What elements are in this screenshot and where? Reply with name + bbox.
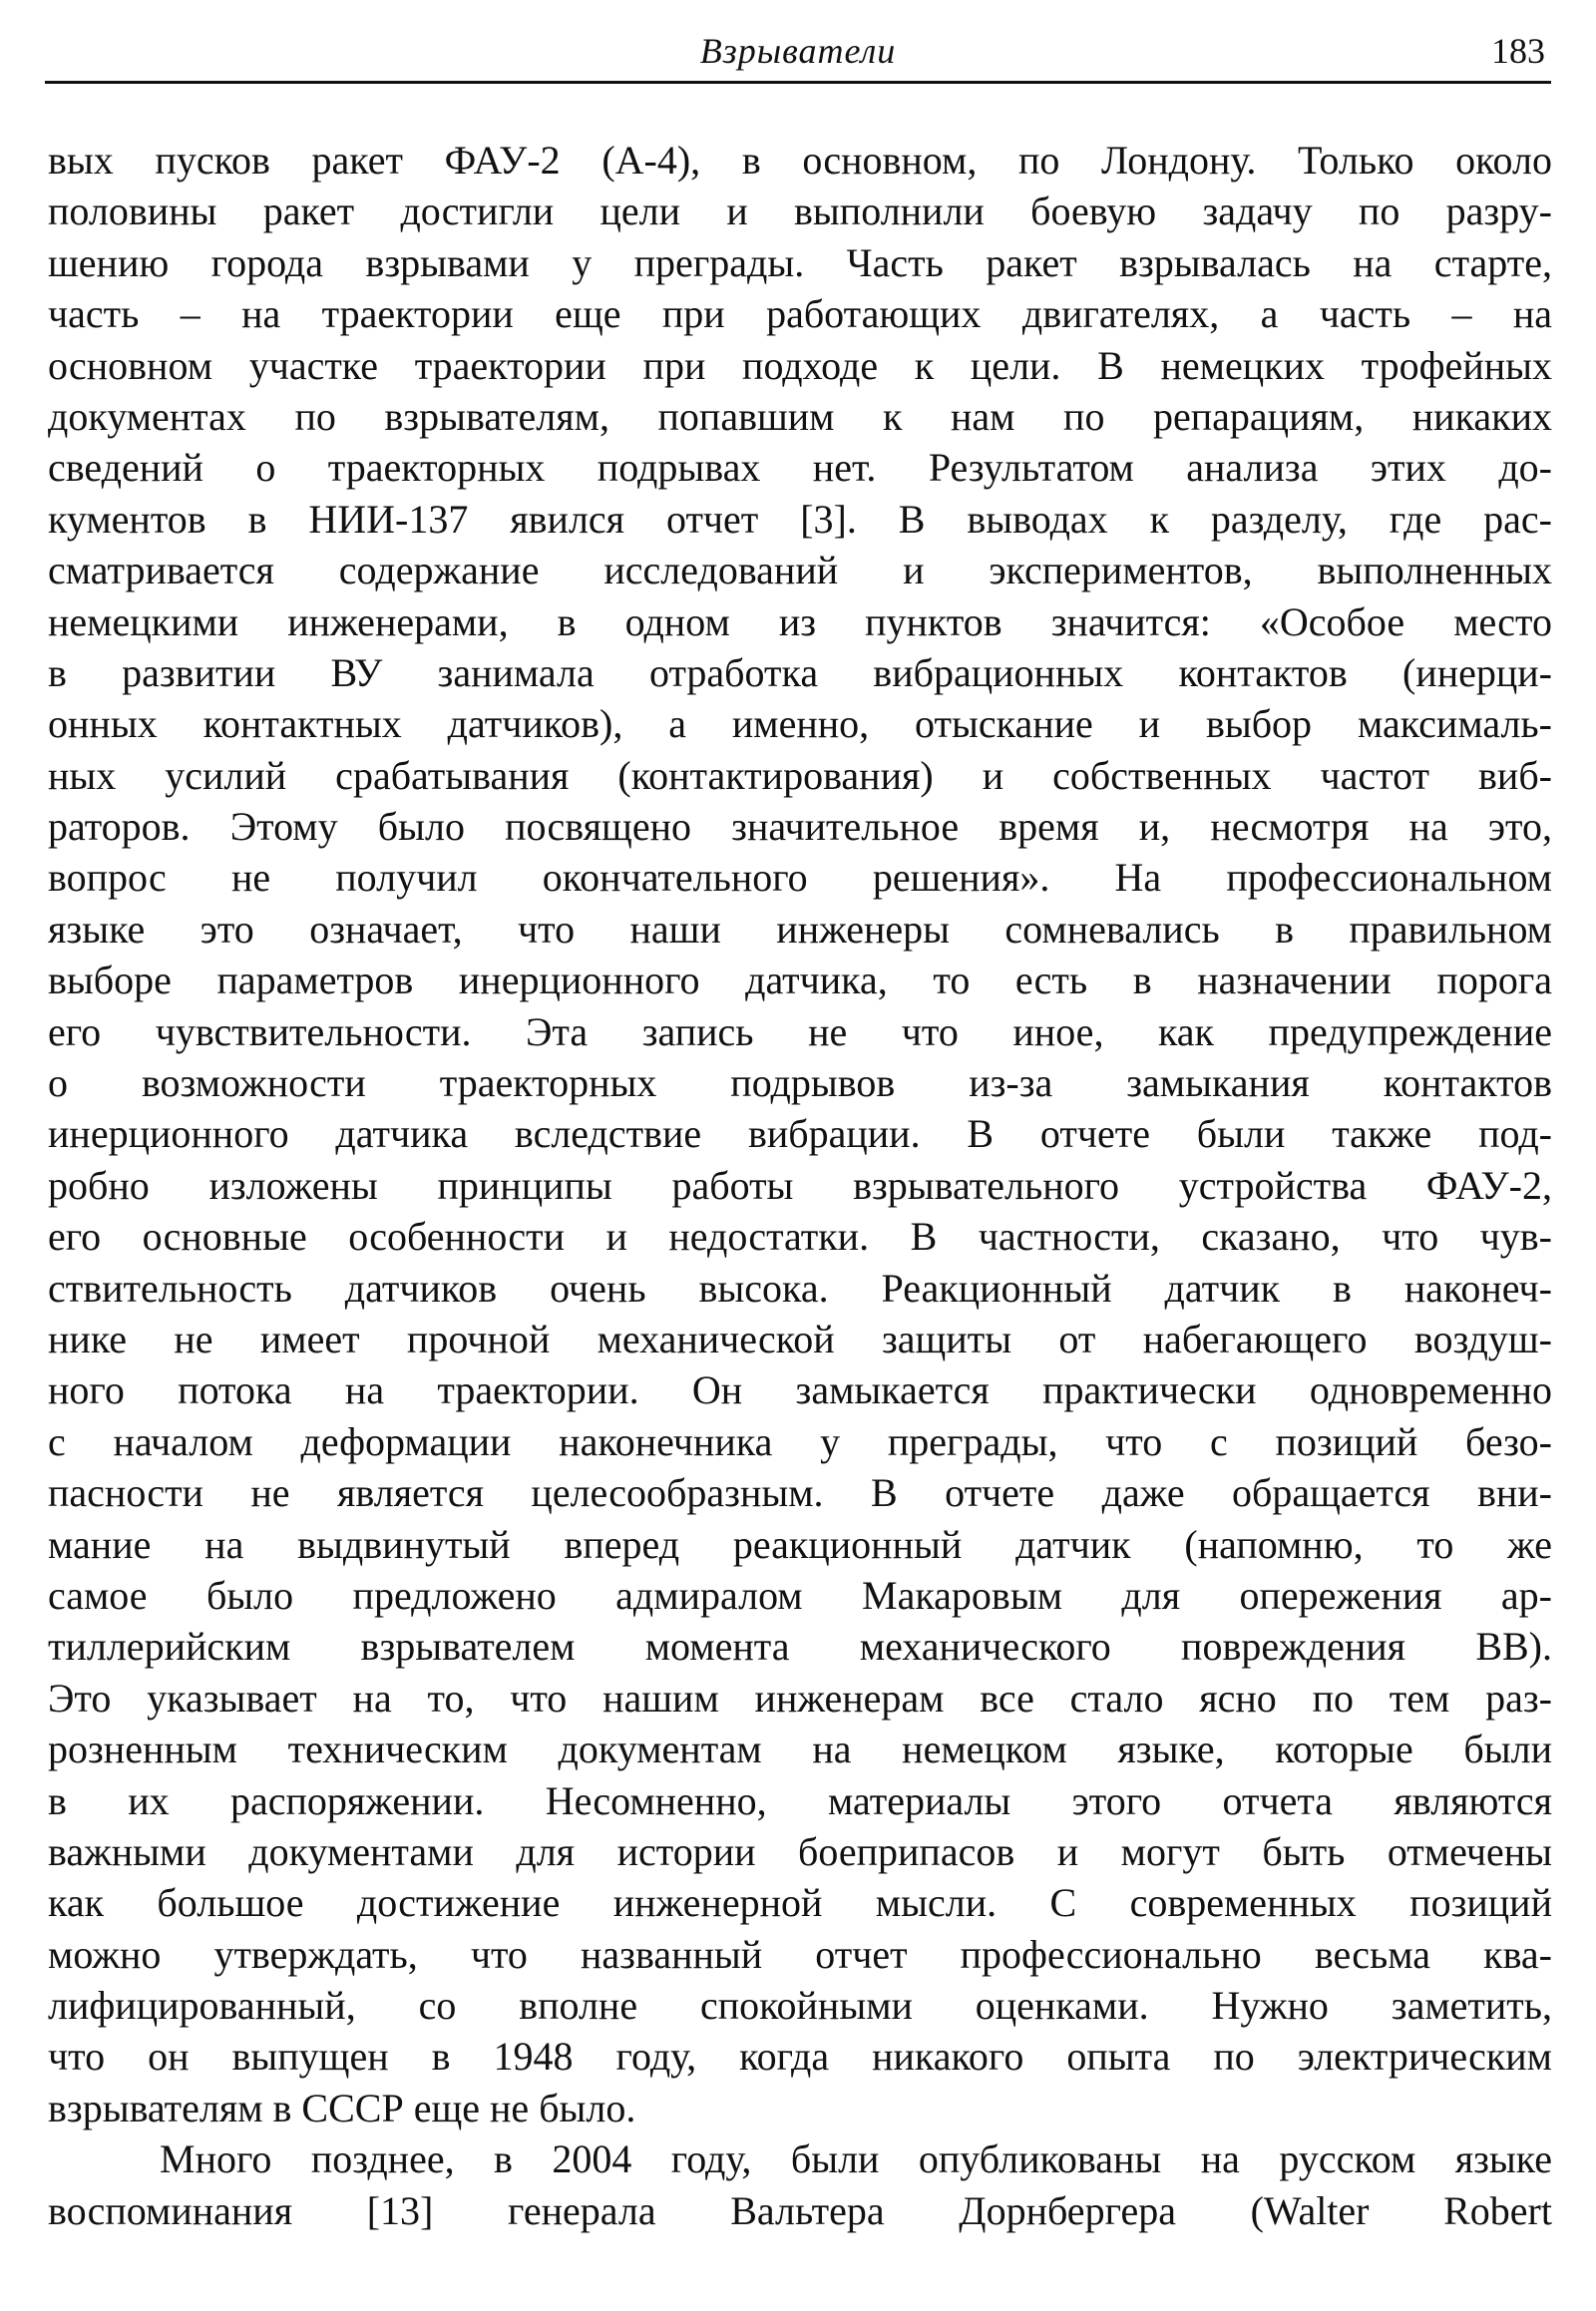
text-line: с началом деформации наконечника у преграды, что с позиций безо- <box>48 1418 1552 1464</box>
text-line: Это указывает на то, что нашим инженерам все стало ясно по тем раз- <box>48 1675 1552 1721</box>
text-line: мание на выдвинутый вперед реакционный датчик (напомню, то же <box>48 1521 1552 1567</box>
text-line: немецкими инженерами, в одном из пунктов значится: «Особое место <box>48 598 1552 644</box>
text-line: языке это означает, что наши инженеры сомневались в правильном <box>48 906 1552 952</box>
text-line: нике не имеет прочной механической защиты от набегающего воздуш- <box>48 1316 1552 1361</box>
page-number: 183 <box>1491 31 1545 71</box>
text-line: лифицированный, со вполне спокойными оценками. Нужно заметить, <box>48 1983 1552 2029</box>
text-line: вых пусков ракет ФАУ-2 (А-4), в основном, по Лондону. Только около <box>48 138 1552 183</box>
text-line: розненным техническим документам на немецком языке, которые были <box>48 1727 1552 1772</box>
text-line: онных контактных датчиков), а именно, отыскание и выбор максималь- <box>48 701 1552 747</box>
text-line: ного потока на траектории. Он замыкается практически одновременно <box>48 1367 1552 1413</box>
text-line: шению города взрывами у преграды. Часть ракет взрывалась на старте, <box>48 239 1552 285</box>
paragraph-end-line: взрывателям в СССР еще не было. <box>48 2085 636 2130</box>
text-line: сматривается содержание исследований и экспериментов, выполненных <box>48 548 1552 593</box>
running-title: Взрыватели <box>699 31 897 71</box>
text-line: документах по взрывателям, попавшим к нам по репарациям, никаких <box>48 393 1552 439</box>
text-line: вопрос не получил окончательного решения». На профессиональном <box>48 855 1552 901</box>
text-line: пасности не является целесообразным. В отчете даже обращается вни- <box>48 1470 1552 1516</box>
text-line: часть – на траектории еще при работающих двигателях, а часть – на <box>48 291 1552 337</box>
text-line: самое было предложено адмиралом Макаровым для опережения ар- <box>48 1572 1552 1618</box>
text-line: ствительность датчиков очень высока. Реакционный датчик в наконеч- <box>48 1265 1552 1311</box>
text-line: ных усилий срабатывания (контактирования) и собственных частот виб- <box>48 752 1552 798</box>
running-header <box>45 25 1551 84</box>
text-line: его основные особенности и недостатки. В частности, сказано, что чув- <box>48 1214 1552 1260</box>
text-line: сведений о траекторных подрывах нет. Результатом анализа этих до- <box>48 445 1552 491</box>
text-line: что он выпущен в 1948 году, когда никакого опыта по электрическим <box>48 2034 1552 2080</box>
text-line: как большое достижение инженерной мысли. С современных позиций <box>48 1880 1552 1926</box>
text-line: кументов в НИИ-137 явился отчет [3]. В выводах к разделу, где рас- <box>48 496 1552 542</box>
text-line: тиллерийским взрывателем момента механического повреждения ВВ). <box>48 1624 1552 1670</box>
text-line: важными документами для истории боеприпасов и могут быть отмечены <box>48 1828 1552 1874</box>
text-line: робно изложены принципы работы взрывательного устройства ФАУ-2, <box>48 1162 1552 1208</box>
text-line: раторов. Этому было посвящено значительное время и, несмотря на это, <box>48 804 1552 850</box>
text-line: инерционного датчика вследствие вибрации. В отчете были также под- <box>48 1111 1552 1157</box>
text-line: воспоминания [13] генерала Вальтера Дорнбергера (Walter Robert <box>48 2187 1552 2233</box>
text-line: в развитии ВУ занимала отработка вибрационных контактов (инерци- <box>48 649 1552 695</box>
text-line: о возможности траекторных подрывов из-за замыкания контактов <box>48 1060 1552 1106</box>
text-line: выборе параметров инерционного датчика, то есть в назначении порога <box>48 958 1552 1003</box>
body-text <box>48 135 1552 2236</box>
text-line: в их распоряжении. Несомненно, материалы этого отчета являются <box>48 1777 1552 1823</box>
text-line: можно утверждать, что названный отчет профессионально весьма ква- <box>48 1931 1552 1977</box>
text-line: его чувствительности. Эта запись не что иное, как предупреждение <box>48 1008 1552 1054</box>
text-line: половины ракет достигли цели и выполнили боевую задачу по разру- <box>48 189 1552 234</box>
text-line: основном участке траектории при подходе к цели. В немецких трофейных <box>48 342 1552 388</box>
paragraph-start-line: Много позднее, в 2004 году, были опубликованы на русском языке <box>160 2136 1552 2182</box>
